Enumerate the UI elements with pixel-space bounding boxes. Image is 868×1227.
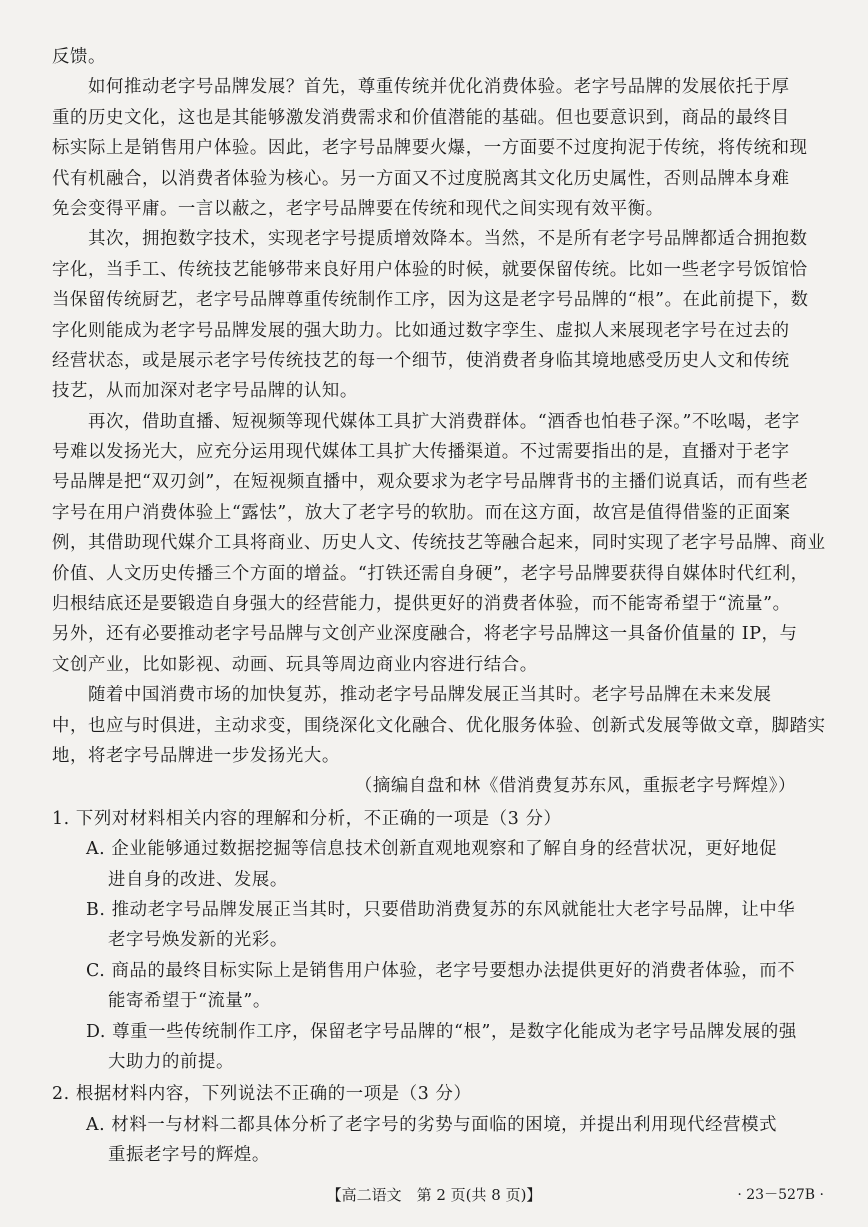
option-text: C. 商品的最终目标实际上是销售用户体验，老字号要想办法提供更好的消费者体验，而不 [86, 960, 796, 981]
text-line: 免会变得平庸。一言以蔽之，老字号品牌要在传统和现代之间实现有效平衡。 [52, 198, 664, 219]
text-line: 再次，借助直播、短视频等现代媒体工具扩大消费群体。“酒香也怕巷子深。”不吆喝，老字 [88, 411, 800, 432]
option-text: 重振老字号的辉煌。 [108, 1145, 270, 1166]
text-line: 字号在用户消费体验上“露怯”，放大了老字号的软肋。而在这方面，故宫是值得借鉴的正面案 [52, 502, 791, 523]
text-line: 地，将老字号品牌进一步发扬光大。 [52, 745, 340, 766]
text-line: 号品牌是把“双刃剑”，在短视频直播中，观众要求为老字号品牌背书的主播们说真话，而有些老 [52, 472, 809, 493]
text-line: 标实际上是销售用户体验。因此，老字号品牌要火爆，一方面要不过度拘泥于传统，将传统和现 [52, 138, 808, 159]
text-line: 当保留传统厨艺，老字号品牌尊重传统制作工序，因为这是老字号品牌的“根”。在此前提下，数 [52, 290, 809, 311]
text-line: 技艺，从而加深对老字号品牌的认知。 [52, 381, 358, 402]
text-line: 字化则能成为老字号品牌发展的强大助力。比如通过数字孪生、虚拟人来展现老字号在过去的 [52, 320, 790, 341]
option-text: 进自身的改进、发展。 [108, 869, 288, 890]
text-line: 字化，当手工、传统技艺能够带来良好用户体验的时候，就要保留传统。比如一些老字号饭馆恰 [52, 259, 808, 280]
lead-line: 反馈。 [52, 47, 106, 67]
page-content [52, 42, 826, 1170]
option-text: A. 企业能够通过数据挖掘等信息技术创新直观地观察和了解自身的经营状况，更好地促 [86, 839, 778, 860]
text-line: 中，也应与时俱进，主动求变，围绕深化文化融合、优化服务体验、创新式发展等做文章，脚踏实 [52, 715, 826, 736]
option-d [52, 1017, 796, 1078]
option-text: 老字号焕发新的光彩。 [108, 930, 288, 951]
option-text: 能寄希望于“流量”。 [108, 991, 271, 1012]
paragraph-3 [52, 407, 826, 681]
option-a [52, 834, 796, 895]
option-text: A. 材料一与材料二都具体分析了老字号的劣势与面临的困境，并提出利用现代经营模式 [86, 1114, 778, 1135]
text-line: 价值、人文历史传播三个方面的增益。“打铁还需自身硬”，老字号品牌要获得自媒体时代红利， [52, 563, 809, 584]
text-line: 文创产业，比如影视、动画、玩具等周边商业内容进行结合。 [52, 654, 538, 675]
page-number-label: 【高二语文 第 2 页(共 8 页)】 [326, 1186, 542, 1204]
source-citation: （摘编自盘和林《借消费复苏东风，重振老字号辉煌》） [354, 776, 796, 797]
option-text: D. 尊重一些传统制作工序，保留老字号品牌的“根”，是数字化能成为老字号品牌发展的强 [86, 1021, 797, 1042]
text-line: 重的历史文化，这也是其能够激发消费需求和价值潜能的基础。但也要意识到，商品的最终目 [52, 107, 790, 128]
question-1 [52, 804, 796, 1078]
text-line: 随着中国消费市场的加快复苏，推动老字号品牌发展正当其时。老字号品牌在未来发展 [88, 685, 772, 706]
page-footer [0, 1183, 868, 1207]
paragraph-1 [52, 72, 808, 224]
text-line: 代有机融合，以消费者体验为核心。另一方面又不过度脱离其文化历史属性，否则品牌本身难 [52, 168, 790, 189]
paragraph-2 [52, 224, 809, 406]
text-line: 如何推动老字号品牌发展？首先，尊重传统并优化消费体验。老字号品牌的发展依托于厚 [88, 77, 790, 98]
option-text: 大助力的前提。 [108, 1051, 234, 1072]
exam-code: · 23－527B · [737, 1187, 824, 1203]
question-2 [52, 1079, 796, 1170]
option-b [52, 895, 796, 956]
option-text: B. 推动老字号品牌发展正当其时，只要借助消费复苏的东风就能壮大老字号品牌，让中华 [86, 899, 796, 920]
question-stem: 1. 下列对材料相关内容的理解和分析，不正确的一项是（3 分） [52, 808, 562, 829]
option-c [52, 956, 796, 1017]
text-line: 号难以发扬光大，应充分运用现代媒体工具扩大传播渠道。不过需要指出的是，直播对于老字 [52, 442, 790, 463]
text-line: 例，其借助现代媒介工具将商业、历史人文、传统技艺等融合起来，同时实现了老字号品牌、商业 [52, 533, 826, 554]
question-stem: 2. 根据材料内容，下列说法不正确的一项是（3 分） [52, 1084, 472, 1105]
text-line: 经营状态，或是展示老字号传统技艺的每一个细节，使消费者身临其境地感受历史人文和传统 [52, 350, 790, 371]
text-line: 归根结底还是要锻造自身强大的经营能力，提供更好的消费者体验，而不能寄希望于“流量”。 [52, 594, 791, 615]
text-line: 另外，还有必要推动老字号品牌与文创产业深度融合，将老字号品牌这一具备价值量的 IP，与 [52, 624, 798, 645]
paragraph-4 [52, 680, 826, 771]
text-line: 其次，拥抱数字技术，实现老字号提质增效降本。当然，不是所有老字号品牌都适合拥抱数 [88, 229, 808, 250]
option-a [52, 1110, 796, 1171]
